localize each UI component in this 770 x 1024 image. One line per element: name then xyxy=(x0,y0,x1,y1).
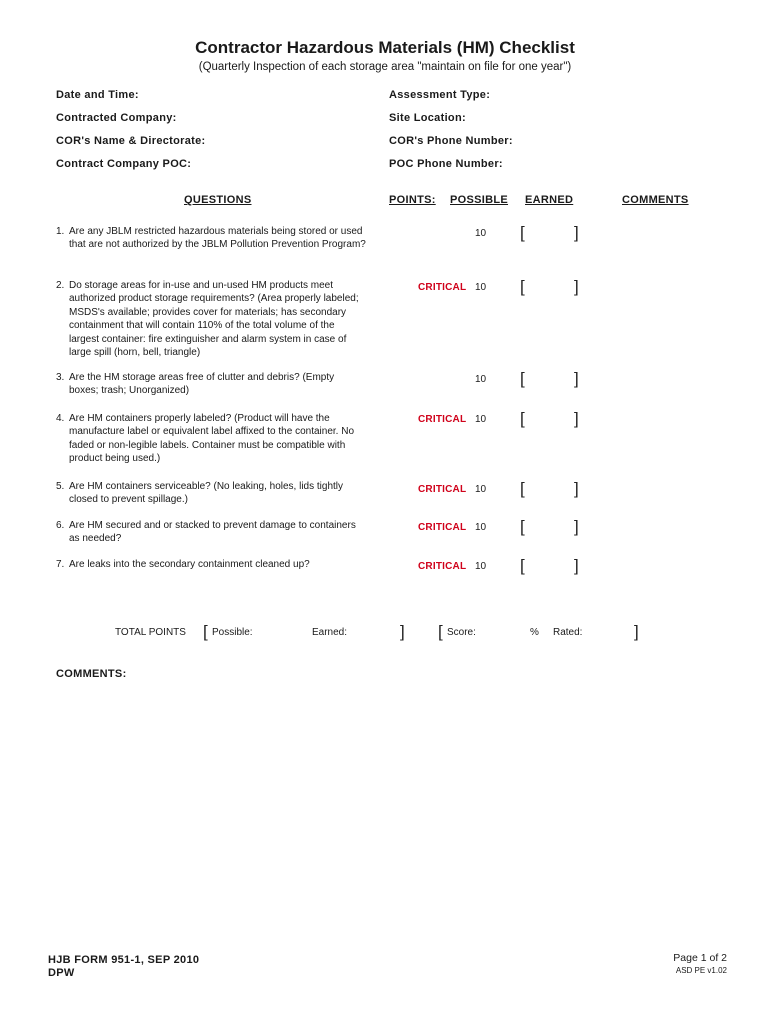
earned-bracket-close: ] xyxy=(574,517,579,536)
earned-bracket-close: ] xyxy=(574,369,579,388)
questions-header: QUESTIONS xyxy=(184,194,252,206)
cor-phone-label: COR's Phone Number: xyxy=(389,135,513,147)
version-label: ASD PE v1.02 xyxy=(675,966,727,975)
critical-badge: CRITICAL xyxy=(418,414,467,425)
page-subtitle: (Quarterly Inspection of each storage area "maintain on file for one year") xyxy=(198,61,572,73)
score-label: Score: xyxy=(447,627,476,638)
question-text: Are the HM storage areas free of clutter and debris? (Empty boxes; trash; Unorganized) xyxy=(69,372,335,397)
question-4: 4. Are HM containers properly labeled? (Product will have the manufacture label or equivalent label affixed to the container. No faded or non-legible labels. Container must be compatible with product being used.) xyxy=(56,412,366,466)
page-footer xyxy=(673,952,727,975)
critical-badge: CRITICAL xyxy=(418,561,467,572)
points-possible: 10 xyxy=(475,484,487,495)
points-possible: 10 xyxy=(475,522,487,533)
totals-bracket-open: [ xyxy=(203,622,208,641)
earned-bracket-open: [ xyxy=(520,277,525,296)
question-text: Are HM containers serviceable? (No leaking, holes, lids tightly closed to prevent spillage.) xyxy=(69,481,344,506)
possible-header: POSSIBLE xyxy=(450,194,509,206)
earned-header: EARNED xyxy=(525,194,574,206)
points-possible: 10 xyxy=(475,282,487,293)
question-text: Are HM secured and or stacked to prevent damage to containers as needed? xyxy=(69,520,356,545)
earned-bracket-open: [ xyxy=(520,409,525,428)
points-possible: 10 xyxy=(475,374,487,385)
points-possible: 10 xyxy=(475,414,487,425)
points-header: POINTS: xyxy=(389,194,436,206)
critical-badge: CRITICAL xyxy=(418,282,467,293)
earned-bracket-open: [ xyxy=(520,223,525,242)
earned-bracket-open: [ xyxy=(520,556,525,575)
form-footer xyxy=(48,954,199,980)
question-1: 1. Are any JBLM restricted hazardous materials being stored or used that are not authorized by the JBLM Pollution Prevention Program? xyxy=(56,226,366,251)
earned-bracket-open: [ xyxy=(520,369,525,388)
earned-bracket-close: ] xyxy=(574,556,579,575)
question-text: Do storage areas for in-use and un-used HM products meet authorized product storage requirements? (Area properly labeled; MSDS's available; provides cover for materials; has secondary containment that will contain 110% of the total volume of the largest container: fire extinguisher and alarm system in case of large spill (horn, bell, triangle) xyxy=(69,280,359,359)
question-text: Are any JBLM restricted hazardous materials being stored or used that are not authorized by the JBLM Pollution Prevention Program? xyxy=(69,226,366,251)
earned-bracket-close: ] xyxy=(574,223,579,242)
score-bracket-close: ] xyxy=(634,622,639,641)
earned-bracket-open: [ xyxy=(520,517,525,536)
comments-label: COMMENTS: xyxy=(56,668,127,680)
form-id: HJB FORM 951-1, SEP 2010 xyxy=(48,954,200,966)
percent-sign: % xyxy=(530,627,539,638)
assessment-type-label: Assessment Type: xyxy=(389,89,491,101)
total-points-label: TOTAL POINTS xyxy=(115,627,186,638)
points-possible: 10 xyxy=(475,228,487,239)
possible-label: Possible: xyxy=(212,627,253,638)
totals-bracket-close: ] xyxy=(400,622,405,641)
question-5: 5. Are HM containers serviceable? (No leaking, holes, lids tightly closed to prevent spillage.) xyxy=(56,480,366,507)
question-7: 7. Are leaks into the secondary containment cleaned up? xyxy=(56,558,366,571)
points-possible: 10 xyxy=(475,561,487,572)
cor-name-label: COR's Name & Directorate: xyxy=(56,135,206,147)
critical-badge: CRITICAL xyxy=(418,522,467,533)
earned-bracket-close: ] xyxy=(574,277,579,296)
poc-phone-label: POC Phone Number: xyxy=(389,158,503,170)
question-text: Are leaks into the secondary containment cleaned up? xyxy=(69,559,310,570)
question-6: 6. Are HM secured and or stacked to prevent damage to containers as needed? xyxy=(56,519,366,546)
page-number: Page 1 of 2 xyxy=(673,952,727,964)
org-name: DPW xyxy=(48,967,75,979)
contracted-company-label: Contracted Company: xyxy=(56,112,177,124)
page-title: Contractor Hazardous Materials (HM) Checklist xyxy=(195,38,575,57)
date-time-label: Date and Time: xyxy=(56,89,139,101)
contract-poc-label: Contract Company POC: xyxy=(56,158,192,170)
question-3: 3. Are the HM storage areas free of clutter and debris? (Empty boxes; trash; Unorganized) xyxy=(56,371,366,398)
question-2: 2. Do storage areas for in-use and un-used HM products meet authorized product storage requirements? (Area properly labeled; MSDS's available; provides cover for materials; has secondary containment that will contain 110% of the total volume of the largest container: fire extinguisher and alarm system in case of large spill (horn, bell, triangle) xyxy=(56,279,366,359)
earned-bracket-close: ] xyxy=(574,479,579,498)
score-bracket-open: [ xyxy=(438,622,443,641)
site-location-label: Site Location: xyxy=(389,112,466,124)
earned-label: Earned: xyxy=(312,627,348,638)
earned-bracket-close: ] xyxy=(574,409,579,428)
rated-label: Rated: xyxy=(553,627,583,638)
question-text: Are HM containers properly labeled? (Product will have the manufacture label or equivalent label affixed to the container. No faded or non-legible labels. Container must be compatible with product being used.) xyxy=(69,413,354,465)
comments-header: COMMENTS xyxy=(622,194,689,206)
critical-badge: CRITICAL xyxy=(418,484,467,495)
earned-bracket-open: [ xyxy=(520,479,525,498)
